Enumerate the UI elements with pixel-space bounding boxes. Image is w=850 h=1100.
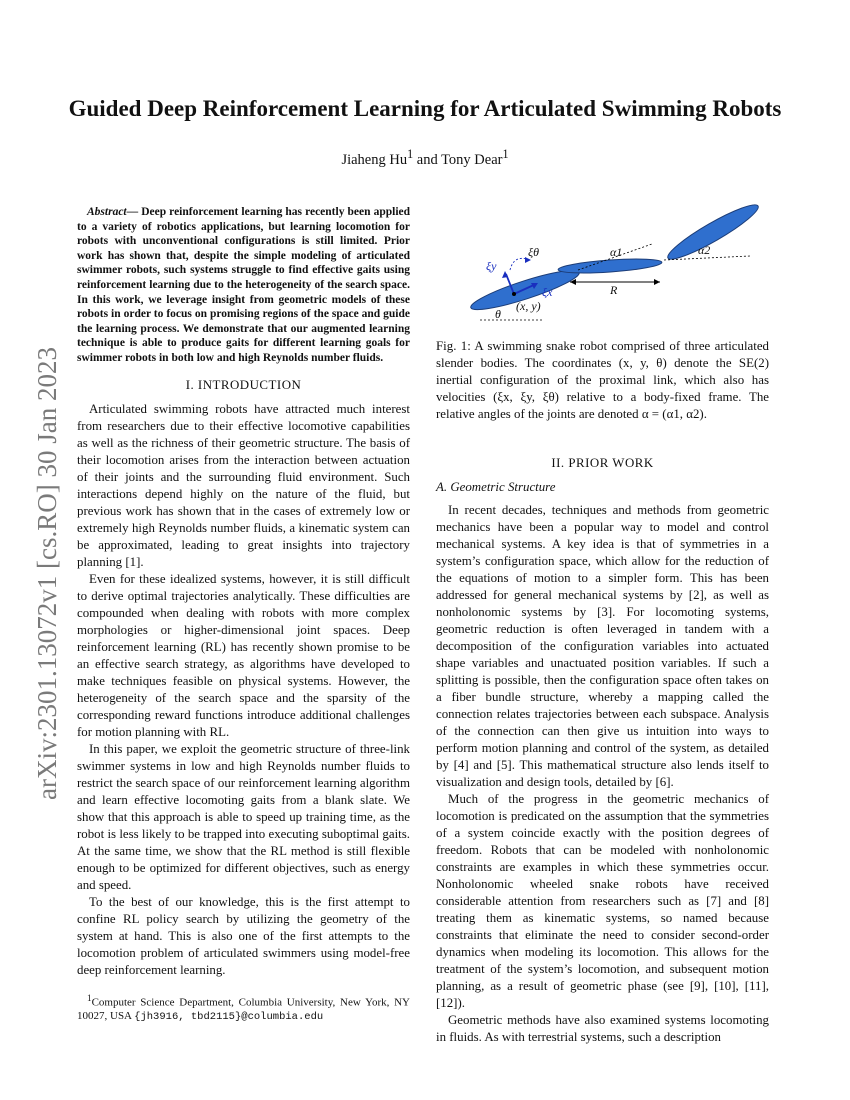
abstract — [77, 205, 410, 366]
affiliation-footnote — [77, 991, 410, 1025]
intro-paragraph-3: In this paper, we exploit the geometric structure of three-link swimmer systems in low and high Reynolds number fluids to restrict the search space of our reinforcement learning algorithm and learn effective locomoting gaits from a blank slate. We show that this approach is able to speed up training time, as the robot is less likely to be trapped into executing suboptimal gaits. At the same time, we show that the RL method is still flexible enough to be optimized for different objectives, such as energy and speed. — [77, 741, 410, 892]
xy-label: (x, y) — [516, 299, 541, 313]
author-line — [60, 147, 790, 169]
xi-theta-label: ξθ — [528, 245, 540, 259]
intro-paragraph-4: To the best of our knowledge, this is the first attempt to confine RL policy search by utilizing the geometry of the system at hand. This is also one of the first attempts to the locomotion problem of articulated swimmers using model-free deep reinforcement learning. — [77, 894, 410, 977]
r-label: R — [610, 283, 618, 297]
right-column — [436, 338, 769, 1046]
footnote-emails: {jh3916, tbd2115}@columbia.edu — [134, 1011, 324, 1024]
distal-link — [663, 198, 762, 266]
body-frame-origin — [512, 292, 516, 296]
left-column — [77, 205, 410, 1024]
alpha2-label: α2 — [698, 243, 711, 257]
xi-y-label: ξy — [486, 259, 497, 273]
prior-work-paragraph-2: Much of the progress in the geometric mechanics of locomotion is predicated on the assumption that the symmetries of a system coincide exactly with the position degrees of freedom. Robots that can be modeled with nonholonomic constraints are examples in which these symmetries occur. Nonholonomic wheeled snake robots have received considerable attention from researchers such as [7] and [8] treating them as kinematic systems, so named because constraints that eliminate the need to consider second-order dynamics when modeling its locomotion. This allows for the treatment of the system’s locomotion, and subsequent motion planning, as a result of geometric phase (see [9], [10], [11], [12]). — [436, 792, 769, 1010]
prior-work-heading: II. PRIOR WORK — [551, 456, 654, 470]
intro-paragraph-2: Even for these idealized systems, however, it is still difficult to derive optimal trajectories analytically. These difficulties are compounded when dealing with robots with more complex morphologies or higher-dimensional joint spaces. Deep reinforcement learning (RL) has recently shown promise to be an effective search strategy, as algorithms have developed to make techniques feasible on physical systems. However, the heterogeneity of the search space and the sparsity of the corresponding reward functions introduce additional challenges for motion planning with RL. — [77, 571, 410, 739]
geometric-structure-subheading: A. Geometric Structure — [436, 480, 556, 494]
alpha1-label: α1 — [610, 245, 623, 259]
prior-work-paragraph-1: In recent decades, techniques and methods from geometric mechanics have been a popular way to model and control mechanical systems. A key idea is that of symmetries in a system’s configuration space, which allow for the reduction of the equations of motion to a simpler form. This has been addressed for general mechanical systems by [2], as well as nonholonomic systems by [3]. For locomoting systems, geometric reduction is often leveraged in tandem with a decomposition of the configuration variables into actuated shape variables and unactuated position variables. If such a splitting is possible, then the configuration space often takes on a fiber bundle structure, whereby a mapping called the connection relates trajectories between each subspace. Analysis of the connection can then give us intuition into ways to perform motion planning and control of the system, as detailed by [4] and [5]. This mathematical structure also lends itself to visualization and design tools, detailed by [6]. — [436, 503, 769, 789]
author-1: Jiaheng Hu — [341, 151, 408, 168]
author-1-affiliation: 1 — [407, 147, 414, 161]
figure-caption: Fig. 1: A swimming snake robot comprised of three articulated slender bodies. The coordinates (x, y, θ) denote the SE(2) inertial configuration of the proximal link, which also has velocities (ξx, ξy, ξθ) relative to a body-fixed frame. The relative angles of the joints are denoted α = (α1, α2). — [436, 339, 769, 421]
abstract-label: Abstract — [87, 206, 127, 218]
prior-work-paragraph-3: Geometric methods have also examined systems locomoting in fluids. As with terrestrial systems, such a description — [436, 1013, 769, 1044]
author-2: Tony Dear — [441, 151, 503, 168]
author-2-affiliation: 1 — [502, 147, 509, 161]
arxiv-identifier-text: arXiv:2301.13072v1 [cs.RO] 30 Jan 2023 — [32, 347, 62, 800]
intro-paragraph-1: Articulated swimming robots have attracted much interest from researchers due to their effective locomotive capabilities as well as the richness of their geometric structure. The basis of their locomotion arises from the interaction between actuation of their joints and the surrounding fluid environment. Such interactions depend highly on the nature of the fluid, but previous work has shown that in the cases of extremely low or extremely high Reynolds number fluids, a kinematic system can be approximated, leading to great insights into trajectory planning [1]. — [77, 401, 410, 569]
abstract-text: Deep reinforcement learning has recently been applied to a variety of robotics applications, but learning locomotion for robots with unconventional configurations is still limited. Prior work has shown that, despite the simple modeling of articulated swimmer robots, such systems struggle to find effective gaits using reinforcement learning due to the heterogeneity of the search space. In this work, we leverage insight from geometric models of these robots in order to focus on promising regions of the space and guide the learning process. We demonstrate that our augmented learning technique is able to produce gaits for different learning goals for swimmer robots in both low and high Reynolds number fluids. — [77, 206, 411, 364]
theta-label: θ — [495, 307, 501, 321]
r-arrow-head-right — [654, 279, 660, 285]
abstract-dash: — — [126, 206, 142, 218]
intro-heading: I. INTRODUCTION — [185, 377, 302, 392]
paper-title: Guided Deep Reinforcement Learning for Articulated Swimming Robots — [68, 96, 782, 121]
swimmer-robot-figure — [470, 198, 770, 326]
arxiv-identifier-stamp — [16, 240, 68, 800]
middle-link — [558, 256, 663, 275]
author-conjunction: and — [413, 151, 442, 168]
xi-x-label: ξx — [542, 285, 553, 299]
footnote-mark: 1 — [87, 992, 92, 1003]
footnote-text: Computer Science Department, Columbia University, New York, NY 10027, USA — [77, 996, 410, 1023]
